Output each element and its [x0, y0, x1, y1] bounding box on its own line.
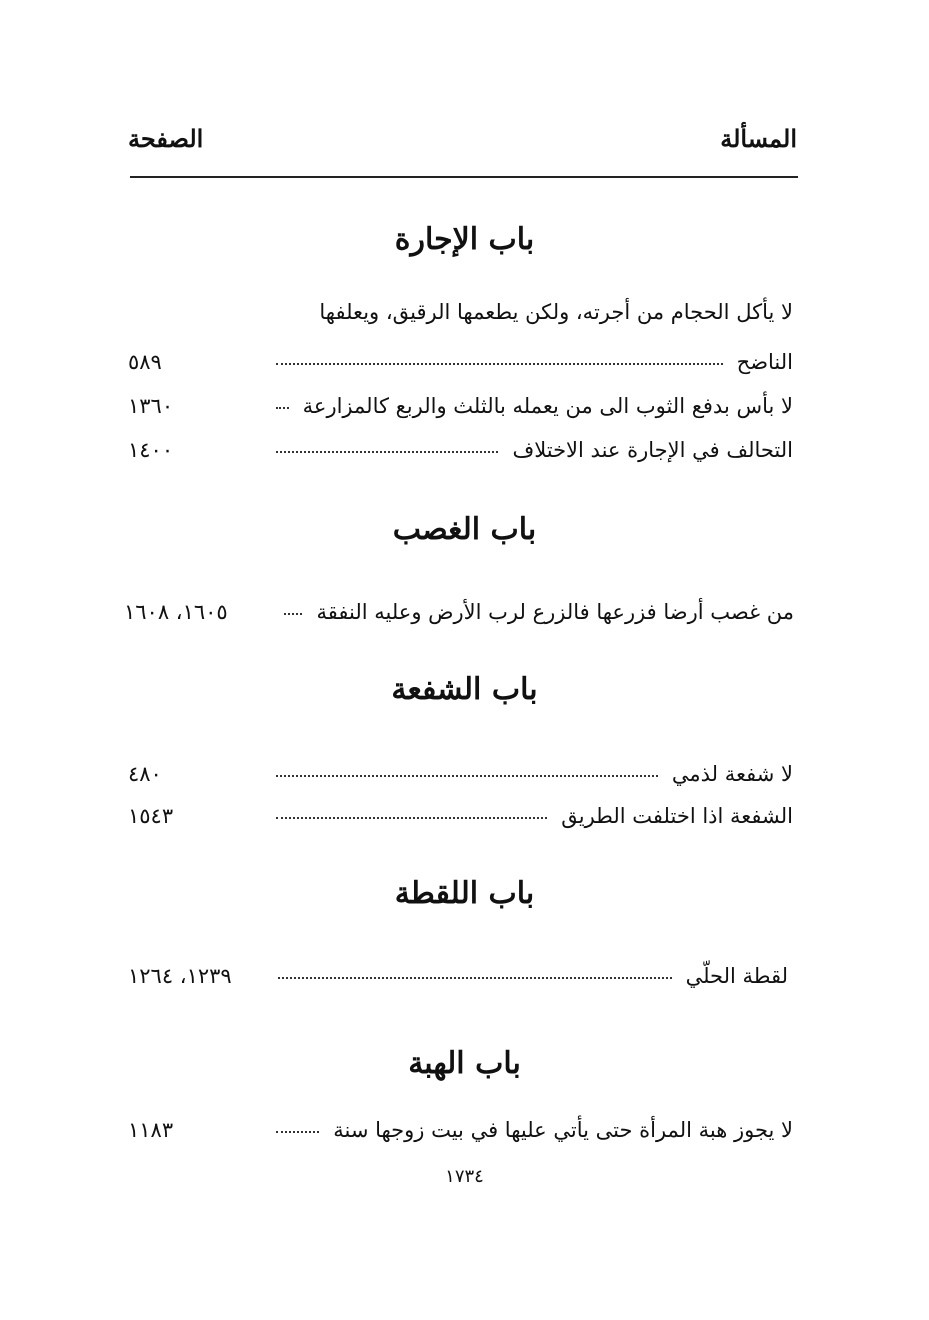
index-entry [128, 794, 793, 828]
section-title-luqata: باب اللقطة [394, 876, 535, 911]
entry-text: الشفعة اذا اختلفت الطريق [561, 804, 793, 828]
entry-page-number: ٥٨٩ [128, 350, 162, 374]
dot-leader [276, 817, 547, 819]
index-entry [124, 590, 794, 624]
section-title-hiba: باب الهبة [408, 1046, 521, 1081]
entry-text: لا بأس بدفع الثوب الى من يعمله بالثلث والربع كالمزارعة [302, 394, 793, 418]
entry-page-number: ١١٨٣ [128, 1118, 174, 1142]
dot-leader [276, 1131, 319, 1133]
page-number: ١٧٣٤ [445, 1166, 484, 1187]
entry-page-number: ١٤٠٠ [128, 438, 174, 462]
entry-page-number: ٤٨٠ [128, 762, 162, 786]
entry-text: من غصب أرضا فزرعها فالزرع لرب الأرض وعليه النفقة [316, 600, 794, 624]
entry-text: التحالف في الإجارة عند الاختلاف [512, 438, 793, 462]
column-header-page: الصفحة [128, 124, 204, 153]
entry-text: الناضح [736, 350, 793, 374]
entry-page-number: ١٢٣٩، ١٢٦٤ [128, 964, 232, 988]
dot-leader [276, 775, 658, 777]
entry-text: لا يجوز هبة المرأة حتى يأتي عليها في بيت زوجها سنة [333, 1118, 793, 1142]
section-title-ghasb: باب الغصب [392, 512, 537, 547]
index-entry [128, 428, 793, 462]
dot-leader [278, 977, 672, 979]
section-title-ijara: باب الإجارة [394, 222, 535, 257]
dot-leader [284, 613, 302, 615]
index-entry [128, 384, 793, 418]
index-entry [128, 954, 788, 988]
header-divider [130, 176, 798, 178]
entry-text: لقطة الحلّي [685, 964, 788, 988]
index-entry [128, 1108, 793, 1142]
dot-leader [276, 407, 289, 409]
entry-page-number: ١٣٦٠ [128, 394, 174, 418]
section-title-shufaa: باب الشفعة [391, 672, 538, 707]
entry-text-line: لا يأكل الحجام من أجرته، ولكن يطعمها الرقيق، ويعلفها [319, 300, 793, 324]
dot-leader [276, 363, 723, 365]
column-header-question: المسألة [720, 124, 797, 153]
dot-leader [276, 451, 498, 453]
entry-page-number: ١٥٤٣ [128, 804, 174, 828]
index-entry [128, 752, 793, 786]
index-entry [128, 340, 793, 374]
entry-text: لا شفعة لذمي [671, 762, 793, 786]
entry-page-number: ١٦٠٥، ١٦٠٨ [124, 600, 228, 624]
